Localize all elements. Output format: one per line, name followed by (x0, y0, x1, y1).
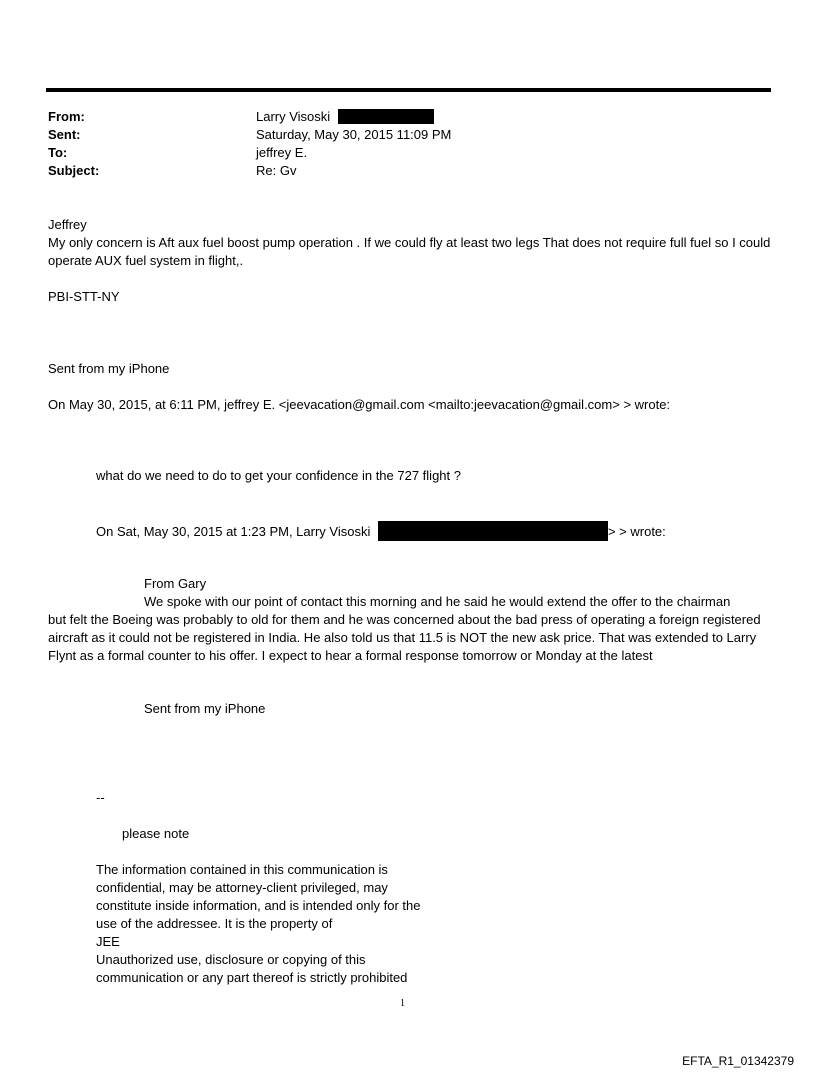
quote1-header: On May 30, 2015, at 6:11 PM, jeffrey E. <jeevacation@gmail.com <mailto:jeevacation@gmail.com> > wrote: (48, 397, 671, 412)
sent-value: Saturday, May 30, 2015 11:09 PM (256, 127, 452, 142)
quote2-first-line: We spoke with our point of contact this morning and he said he would extend the offer to the chairman (144, 594, 731, 609)
signature: Sent from my iPhone (48, 361, 170, 376)
redaction-bar (378, 521, 608, 541)
salutation: Jeffrey (48, 217, 87, 232)
route-text: PBI-STT-NY (48, 289, 120, 304)
message-text: My only concern is Aft aux fuel boost pump operation . If we could fly at least two legs That does not require full fuel so I could operate AUX fuel system in flight,. (48, 235, 771, 268)
quote2-from: From Gary (144, 576, 207, 591)
quote2-signature: Sent from my iPhone (144, 701, 266, 716)
quote2-header (96, 521, 666, 541)
quote1-text: what do we need to do to get your confidence in the 727 flight ? (96, 468, 461, 483)
from-name: Larry Visoski (256, 109, 331, 124)
signature-dashes: -- (96, 790, 105, 805)
from-value (256, 108, 434, 126)
document-id: EFTA_R1_01342379 (682, 1054, 794, 1068)
subject-value: Re: Gv (256, 163, 297, 178)
quote2-header-prefix: On Sat, May 30, 2015 at 1:23 PM, Larry Visoski (96, 524, 371, 539)
quote2-header-suffix: > > wrote: (607, 524, 666, 539)
disclaimer-owner: JEE (96, 934, 120, 949)
subject-label: Subject: (48, 163, 100, 178)
quote2-paragraph: but felt the Boeing was probably to old for them and he was concerned about the bad press of operating a foreign registered aircraft as it could not be registered in India. He also told us that 11.5 is NOT the new ask price. That was extended to Larry Flynt as a formal counter to his offer. I expect to hear a formal response tomorrow or Monday at the latest (48, 612, 761, 663)
header-rule (46, 88, 771, 92)
disclaimer-warning: Unauthorized use, disclosure or copying of this communication or any part thereof is strictly prohibited (96, 952, 408, 985)
disclaimer-text: The information contained in this communication is confidential, may be attorney-client privileged, may constitute inside information, and is intended only for the use of the addressee. It is the property of (96, 862, 421, 931)
to-label: To: (48, 145, 68, 160)
sent-label: Sent: (48, 127, 81, 142)
note-title: please note (122, 826, 190, 841)
page-number: 1 (400, 998, 405, 1009)
to-value: jeffrey E. (256, 145, 308, 160)
redaction-bar (338, 109, 434, 124)
from-label: From: (48, 109, 85, 124)
